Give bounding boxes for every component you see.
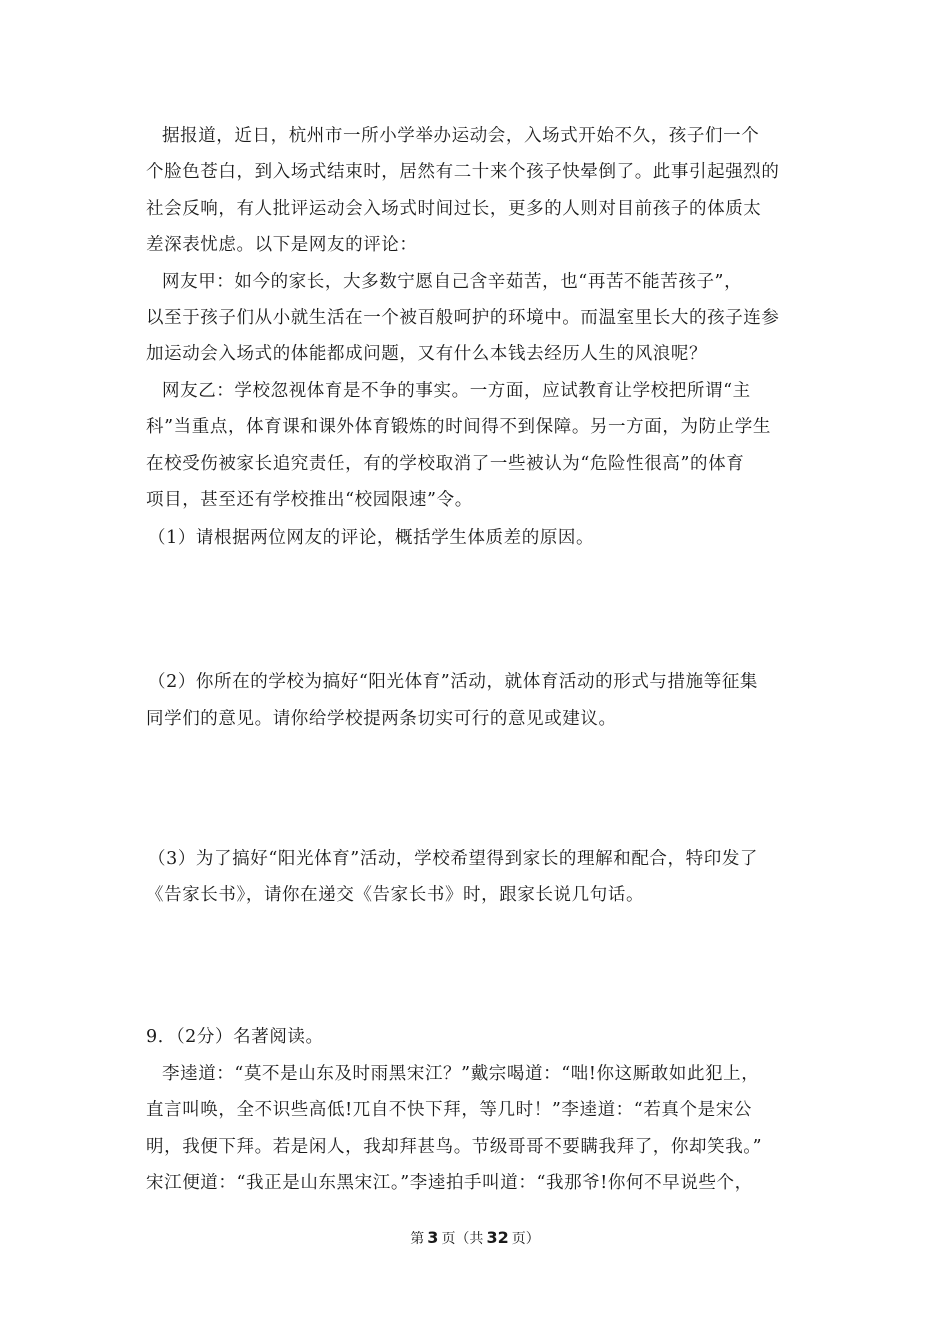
footer-middle: 页（共	[441, 1231, 484, 1247]
text-line: 网友甲：如今的家长，大多数宁愿自己含辛茹苦，也“再苦不能苦孩子”，	[162, 272, 743, 292]
text-line: 直言叫唤，全不识些高低!兀自不快下拜，等几时！”李逵道：“若真个是宋公	[146, 1100, 752, 1120]
text-line: 在校受伤被家长追究责任，有的学校取消了一些被认为“危险性很高”的体育	[146, 454, 745, 474]
text-line: 加运动会入场式的体能都成问题，又有什么本钱去经历人生的风浪呢？	[146, 344, 708, 364]
text-line: 社会反响，有人批评运动会入场式时间过长，更多的人则对目前孩子的体质太	[146, 199, 762, 219]
text-line: 个脸色苍白，到入场式结束时，居然有二十来个孩子快晕倒了。此事引起强烈的	[146, 162, 780, 182]
footer-suffix: 页）	[511, 1231, 540, 1247]
footer-prefix: 第	[410, 1231, 425, 1247]
text-line: 明，我便下拜。若是闲人，我却拜甚鸟。节级哥哥不要瞒我拜了，你却笑我。”	[146, 1137, 763, 1157]
section-heading: 9．（2分）名著阅读。	[146, 1027, 324, 1047]
question-text: （3）为了搞好“阳光体育”活动，学校希望得到家长的理解和配合，特印发了	[148, 849, 759, 869]
text-line: 差深表忧虑。以下是网友的评论：	[146, 235, 418, 255]
page-number: 3	[427, 1228, 439, 1247]
text-line: 网友乙：学校忽视体育是不争的事实。一方面，应试教育让学校把所谓“主	[162, 381, 751, 401]
question-text: （1）请根据两位网友的评论，概括学生体质差的原因。	[148, 528, 595, 548]
text-line: 科”当重点，体育课和课外体育锻炼的时间得不到保障。另一方面，为防止学生	[146, 417, 771, 437]
text-line: 宋江便道：“我正是山东黑宋江。”李逵拍手叫道：“我那爷!你何不早说些个，	[146, 1173, 753, 1193]
total-pages: 32	[486, 1228, 509, 1247]
text-line: 项目，甚至还有学校推出“校园限速”令。	[146, 490, 473, 510]
page-footer	[0, 1228, 950, 1249]
question-text: 《告家长书》，请你在递交《告家长书》时，跟家长说几句话。	[146, 885, 645, 905]
text-line: 据报道，近日，杭州市一所小学举办运动会，入场式开始不久，孩子们一个	[162, 126, 760, 146]
question-text: （2）你所在的学校为搞好“阳光体育”活动，就体育活动的形式与措施等征集	[148, 672, 759, 692]
question-text: 同学们的意见。请你给学校提两条切实可行的意见或建议。	[146, 709, 617, 729]
text-line: 李逵道：“莫不是山东及时雨黑宋江？”戴宗喝道：“咄!你这厮敢如此犯上，	[162, 1064, 760, 1084]
text-line: 以至于孩子们从小就生活在一个被百般呵护的环境中。而温室里长大的孩子连参	[146, 308, 780, 328]
